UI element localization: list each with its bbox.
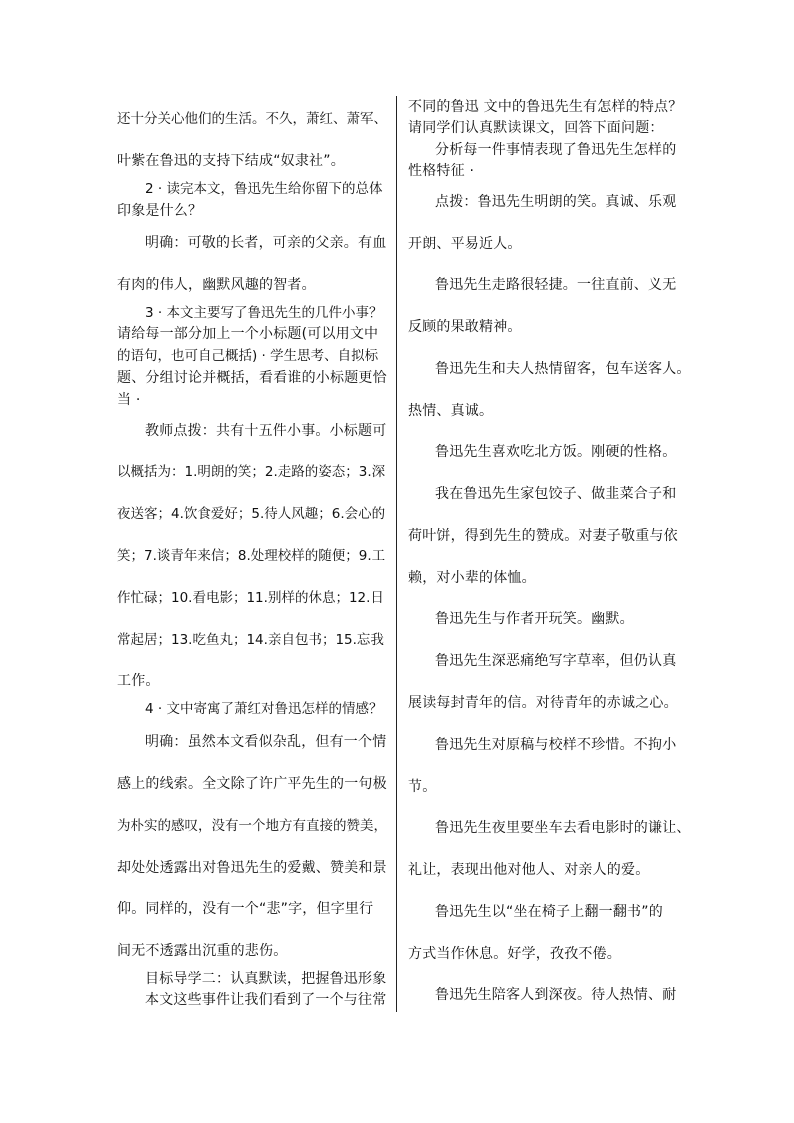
text-line: 礼让，表现出他对他人、对亲人的爱。 xyxy=(408,862,650,878)
column-divider xyxy=(396,96,397,1012)
answer-line: 教师点拨：共有十五件小事。小标题可 xyxy=(145,423,387,439)
text-line: 常起居；13.吃鱼丸；14.亲自包书；15.忘我 xyxy=(117,632,384,648)
text-line: 当 · xyxy=(117,392,141,408)
text-line: 以概括为：1.明朗的笑；2.走路的姿态；3.深 xyxy=(117,464,386,480)
text-line: 鲁迅先生和夫人热情留客，包车送客人。 xyxy=(435,361,691,377)
text-line: 作忙碌；10.看电影；11.别样的休息；12.日 xyxy=(117,590,384,606)
text-line: 展读每封青年的信。对待青年的赤诚之心。 xyxy=(408,695,678,711)
text-line: 仰。同样的，没有一个“悲”字，但字里行 xyxy=(117,901,374,917)
text-line: 有肉的伟人，幽默风趣的智者。 xyxy=(117,277,316,293)
text-line: 节。 xyxy=(408,779,437,795)
question-heading: 3 · 本文主要写了鲁迅先生的几件小事？ xyxy=(145,305,383,321)
text-line: 题、分组讨论并概括，看看谁的小标题更恰 xyxy=(117,370,387,386)
text-line: 鲁迅先生走路很轻捷。一往直前、义无 xyxy=(435,277,677,293)
text-line: 鲁迅先生以“坐在椅子上翻一翻书”的 xyxy=(435,904,663,920)
text-line: 性格特征 · xyxy=(408,163,475,179)
text-line: 笑；7.谈青年来信；8.处理校样的随便；9.工 xyxy=(117,548,386,564)
text-line: 不同的鲁迅 文中的鲁迅先生有怎样的特点？ xyxy=(408,99,683,115)
text-line: 我在鲁迅先生家包饺子、做韭菜合子和 xyxy=(435,486,677,502)
text-line: 却处处透露出对鲁迅先生的爱戴、赞美和景 xyxy=(117,860,387,876)
answer-line: 明确：可敬的长者，可亲的父亲。有血 xyxy=(145,235,387,251)
text-line: 分析每一件事情表现了鲁迅先生怎样的 xyxy=(435,142,677,158)
text-line: 开朗、平易近人。 xyxy=(408,236,522,252)
text-line: 方式当作休息。好学，孜孜不倦。 xyxy=(408,946,621,962)
text-line: 夜送客；4.饮食爱好；5.待人风趣；6.会心的 xyxy=(117,506,386,522)
text-line: 感上的线索。全文除了许广平先生的一句极 xyxy=(117,776,387,792)
answer-line: 点拨：鲁迅先生明朗的笑。真诚、乐观 xyxy=(435,194,677,210)
section-heading: 目标导学二：认真默读，把握鲁迅形象 xyxy=(145,971,387,987)
text-line: 本文这些事件让我们看到了一个与往常 xyxy=(145,992,387,1008)
question-heading: 4 · 文中寄寓了萧红对鲁迅怎样的情感？ xyxy=(145,701,383,717)
text-line: 反顾的果敢精神。 xyxy=(408,319,522,335)
question-heading: 2 · 读完本文，鲁迅先生给你留下的总体 xyxy=(145,181,383,197)
text-line: 工作。 xyxy=(117,673,160,689)
text-line: 间无不透露出沉重的悲伤。 xyxy=(117,943,288,959)
answer-line: 明确：虽然本文看似杂乱，但有一个情 xyxy=(145,734,387,750)
text-line: 叶紫在鲁迅的支持下结成“奴隶社”。 xyxy=(117,153,345,169)
text-line: 请同学们认真默读课文，回答下面问题： xyxy=(408,120,664,136)
text-line: 请给每一部分加上一个小标题(可以用文中 xyxy=(117,326,379,342)
text-line: 赖，对小辈的体恤。 xyxy=(408,570,536,586)
text-line: 鲁迅先生深恶痛绝写字草率，但仍认真 xyxy=(435,653,677,669)
text-line: 为朴实的感叹，没有一个地方有直接的赞美， xyxy=(117,818,387,834)
text-line: 鲁迅先生夜里要坐车去看电影时的谦让、 xyxy=(435,820,691,836)
text-line: 鲁迅先生对原稿与校样不珍惜。不拘小 xyxy=(435,737,677,753)
text-line: 热情、真诚。 xyxy=(408,403,494,419)
text-line: 印象是什么？ xyxy=(117,203,203,219)
text-line: 的语句，也可自己概括) · 学生思考、自拟标 xyxy=(117,348,379,364)
text-line: 鲁迅先生与作者开玩笑。幽默。 xyxy=(435,611,634,627)
text-line: 荷叶饼，得到先生的赞成。对妻子敬重与依 xyxy=(408,528,678,544)
text-line: 鲁迅先生喜欢吃北方饭。刚硬的性格。 xyxy=(435,444,677,460)
text-line: 鲁迅先生陪客人到深夜。待人热情、耐 xyxy=(435,987,677,1003)
text-line: 还十分关心他们的生活。不久，萧红、萧军、 xyxy=(117,111,387,127)
